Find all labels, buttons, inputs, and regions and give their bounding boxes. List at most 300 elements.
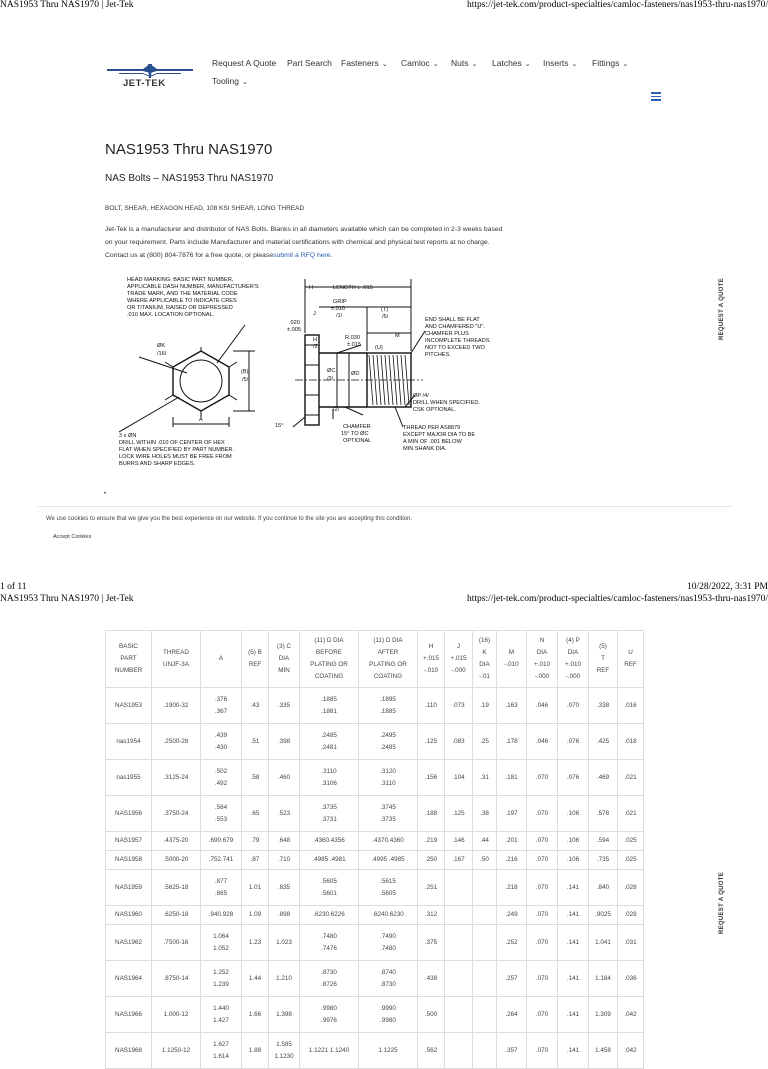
cell-value: .181 — [505, 773, 518, 781]
table-cell — [242, 997, 269, 1033]
table-cell — [269, 925, 300, 961]
svg-text:/3/: /3/ — [327, 376, 334, 382]
cell-value: 1.023 — [276, 938, 292, 946]
spec-table — [105, 630, 644, 1069]
cell-value: 1.440 — [213, 1004, 229, 1012]
svg-text:H: H — [313, 337, 318, 343]
table-header-cell — [527, 631, 558, 688]
table-cell — [558, 851, 589, 870]
chevron-down-icon: ⌄ — [381, 61, 388, 68]
cell-value: .070 — [535, 773, 549, 781]
svg-text:/1/: /1/ — [336, 313, 343, 319]
cell-value: .44 — [480, 837, 489, 844]
cell-value: .076 — [566, 773, 580, 781]
cell-value: nas1954 — [116, 737, 141, 745]
cell-value: 1.66 — [248, 1010, 262, 1018]
cell-value: .9980 — [380, 1016, 396, 1024]
cell-value: .735 — [596, 856, 610, 863]
cell-value: .38 — [480, 809, 489, 817]
cell-value: .553 — [214, 815, 228, 823]
table-cell — [418, 724, 445, 760]
cell-value: .070 — [535, 911, 549, 918]
cell-value: .439 — [214, 731, 228, 739]
svg-text:THREAD PER AS8879: THREAD PER AS8879 — [403, 425, 461, 431]
svg-text:GRIP: GRIP — [333, 299, 347, 305]
cell-value: .4375-20 — [163, 837, 189, 844]
logo-text: JET-TEK — [123, 78, 166, 89]
header-line: H — [428, 643, 434, 650]
cell-value: .046 — [535, 737, 549, 745]
hamburger-icon[interactable] — [651, 92, 661, 103]
table-cell — [201, 796, 242, 832]
header-line: +.010 — [534, 661, 550, 668]
table-header-cell — [106, 631, 152, 688]
cell-value: .141 — [566, 911, 580, 918]
table-cell — [558, 870, 589, 906]
table-cell — [152, 906, 201, 925]
cell-value: .9976 — [321, 1016, 337, 1024]
table-cell — [558, 906, 589, 925]
table-cell — [418, 832, 445, 851]
table-cell — [497, 997, 527, 1033]
table-cell — [473, 870, 497, 906]
table-cell — [527, 796, 558, 832]
svg-text:3 x ØN: 3 x ØN — [119, 433, 137, 439]
table-cell — [201, 851, 242, 870]
table-cell — [618, 1033, 644, 1069]
header-line: REF — [248, 661, 262, 668]
nav-item-inserts[interactable] — [543, 58, 577, 68]
table-cell — [152, 760, 201, 796]
cell-value: .5000-20 — [163, 856, 189, 863]
cell-value: 1.1250-12 — [161, 1046, 191, 1054]
cell-value: .3735 — [380, 815, 396, 823]
cell-value: .898 — [277, 911, 291, 918]
cell-value: 1.210 — [276, 974, 292, 982]
cell-value: .425 — [596, 737, 610, 745]
header-line: BEFORE — [316, 649, 342, 656]
cell-value: .2500-28 — [163, 737, 189, 745]
table-cell — [473, 724, 497, 760]
svg-text:WHERE APPLICABLE TO INDICATE C: WHERE APPLICABLE TO INDICATE CRES — [127, 298, 237, 304]
cell-value: .042 — [624, 1010, 637, 1018]
header-line: PLATING OR — [310, 661, 348, 668]
cell-value: .3106 — [321, 779, 337, 787]
table-cell — [300, 796, 359, 832]
table-cell — [106, 870, 152, 906]
page-subtitle: NAS Bolts – NAS1953 Thru NAS1970 — [105, 173, 274, 184]
svg-text:M: M — [395, 333, 400, 339]
cell-value: .141 — [566, 883, 580, 891]
table-row — [106, 906, 644, 925]
table-cell — [473, 1033, 497, 1069]
cell-value: .106 — [566, 809, 580, 817]
table-cell — [618, 925, 644, 961]
cell-value: 1.064 — [213, 932, 229, 940]
table-cell — [359, 688, 418, 724]
table-cell — [106, 832, 152, 851]
cell-value: 1.585 — [276, 1040, 292, 1048]
cell-value: .31 — [480, 773, 489, 781]
table-cell — [359, 906, 418, 925]
cell-value: .8726 — [321, 980, 337, 988]
cell-value: .2495 — [380, 731, 396, 739]
header-line: -.000 — [534, 673, 550, 680]
table-cell — [300, 851, 359, 870]
cell-value: .4360.4356 — [313, 837, 345, 844]
cell-value: .51 — [250, 737, 260, 745]
svg-text:OPTIONAL: OPTIONAL — [343, 438, 372, 444]
cell-value: .5601 — [321, 889, 337, 897]
table-cell — [473, 760, 497, 796]
table-cell — [359, 796, 418, 832]
svg-text:APPLICABLE DASH NUMBER, MANUFA: APPLICABLE DASH NUMBER, MANUFACTURER'S — [127, 284, 259, 290]
cell-value: .070 — [535, 883, 549, 891]
cell-value: .940.928 — [208, 911, 234, 918]
table-cell — [527, 851, 558, 870]
cell-value: .5605 — [380, 889, 396, 897]
table-cell — [589, 851, 618, 870]
cell-value: .564 — [214, 803, 228, 811]
table-cell — [589, 1033, 618, 1069]
cell-value: nas1955 — [116, 773, 141, 781]
svg-text:±.010: ±.010 — [331, 306, 345, 312]
header-line: DIA — [479, 661, 490, 668]
cell-value: .110 — [425, 701, 437, 709]
cell-value: .835 — [277, 883, 291, 891]
cell-value: .1885 — [380, 707, 396, 715]
table-cell — [269, 870, 300, 906]
svg-text:.020: .020 — [289, 320, 300, 326]
header-line: PART — [120, 655, 137, 662]
nav-item-label: Camloc — [401, 58, 430, 68]
header-line: (5) — [599, 643, 607, 650]
nav-item-tooling[interactable] — [212, 76, 248, 86]
cell-value: .156 — [424, 773, 438, 781]
table-cell — [473, 796, 497, 832]
header-line: -.000 — [565, 673, 581, 680]
cell-value: .6230.6226 — [313, 911, 345, 918]
table-cell — [300, 760, 359, 796]
cell-value: .021 — [624, 809, 637, 817]
cell-value: .25 — [480, 737, 489, 745]
header-line: (5) B — [248, 649, 262, 656]
table-cell — [269, 760, 300, 796]
table-cell — [106, 796, 152, 832]
svg-text:±.015: ±.015 — [347, 342, 361, 348]
table-cell — [242, 870, 269, 906]
table-cell — [618, 961, 644, 997]
nav-item-request-a-quote[interactable] — [212, 58, 276, 68]
cell-value: NAS1953 — [115, 701, 142, 709]
table-cell — [473, 688, 497, 724]
svg-text:/2/: /2/ — [333, 407, 340, 413]
cell-value: .1895 — [380, 695, 396, 703]
table-cell — [497, 870, 527, 906]
table-cell — [269, 688, 300, 724]
nav-item-latches[interactable] — [492, 58, 531, 68]
cell-value: .070 — [535, 809, 549, 817]
cell-value: 1.614 — [213, 1052, 229, 1060]
request-quote-side-tab-label-2: REQUEST A QUOTE — [719, 871, 725, 935]
table-cell — [618, 870, 644, 906]
table-cell — [269, 1033, 300, 1069]
cell-value: .028 — [624, 911, 637, 918]
cell-value: .7480 — [321, 932, 337, 940]
table-cell — [201, 925, 242, 961]
cell-value: .251 — [424, 883, 438, 891]
table-header-cell — [558, 631, 589, 688]
table-cell — [418, 796, 445, 832]
table-cell — [242, 925, 269, 961]
table-header-cell — [473, 631, 497, 688]
svg-text:15°: 15° — [275, 423, 284, 429]
table-cell — [152, 851, 201, 870]
bullet-marker: • — [104, 491, 107, 497]
chevron-down-icon: ⌄ — [622, 61, 629, 68]
svg-text:H: H — [309, 285, 314, 291]
header-line: -.010 — [504, 661, 519, 668]
request-quote-side-tab-label: REQUEST A QUOTE — [719, 277, 725, 341]
table-row — [106, 961, 644, 997]
cell-value: .257 — [505, 974, 518, 982]
intro-text: Jet-Tek is a manufacturer and distributor of NAS Bolts. Blanks in all diameters available which can be completed in 2-3 weeks based on your requirement. Parts include Manufacturer and material certifications with chemical and physical test reports at no charge. Contact us at (800) 804-7876 for a free quote, or please — [105, 226, 503, 259]
table-cell — [473, 961, 497, 997]
rfq-link[interactable]: submit a RFQ here — [273, 252, 331, 259]
table-header-cell — [497, 631, 527, 688]
hex-inner-circle — [180, 360, 222, 402]
table-cell — [152, 1033, 201, 1069]
request-quote-side-tab-2[interactable] — [716, 868, 728, 938]
cell-value: .178 — [505, 737, 518, 745]
table-cell — [201, 1033, 242, 1069]
cell-value: .3120 — [380, 767, 396, 775]
table-cell — [152, 724, 201, 760]
table-header-cell — [445, 631, 473, 688]
table-cell — [558, 1033, 589, 1069]
svg-text:A MIN OF .001 BELOW: A MIN OF .001 BELOW — [403, 439, 462, 445]
chevron-down-icon: ⌄ — [524, 61, 531, 68]
table-cell — [152, 961, 201, 997]
cell-value: .376 — [214, 695, 228, 703]
table-cell — [445, 925, 473, 961]
table-cell — [445, 1033, 473, 1069]
cell-value: 1.309 — [595, 1010, 611, 1018]
table-cell — [618, 997, 644, 1033]
cell-value: .167 — [452, 856, 465, 863]
table-cell — [300, 961, 359, 997]
table-cell — [497, 796, 527, 832]
cell-value: .338 — [596, 701, 610, 709]
cell-value: 1.44 — [248, 974, 262, 982]
table-cell — [152, 688, 201, 724]
table-cell — [589, 688, 618, 724]
cell-value: .492 — [214, 779, 228, 787]
table-cell — [242, 1033, 269, 1069]
cell-value: 1.398 — [276, 1010, 292, 1018]
cell-value: NAS1960 — [115, 911, 142, 918]
table-cell — [269, 796, 300, 832]
table-cell — [527, 760, 558, 796]
table-cell — [527, 1033, 558, 1069]
cell-value: NAS1964 — [115, 974, 142, 982]
cell-value: NAS1968 — [115, 1046, 142, 1054]
cell-value: .3745 — [380, 803, 396, 811]
header-line: J — [456, 643, 461, 650]
table-cell — [445, 724, 473, 760]
cell-value: NAS1958 — [115, 856, 142, 863]
cell-value: .036 — [624, 974, 637, 982]
header-line: (3) C — [277, 643, 291, 650]
cell-value: 1.1225 — [378, 1046, 398, 1054]
table-cell — [527, 961, 558, 997]
page-title: NAS1953 Thru NAS1970 — [105, 141, 273, 158]
jet-tek-logo[interactable] — [105, 62, 195, 92]
table-cell — [300, 832, 359, 851]
table-cell — [300, 925, 359, 961]
nav-item-nuts[interactable] — [451, 58, 477, 68]
cell-value: .460 — [277, 773, 291, 781]
table-cell — [418, 906, 445, 925]
nav-item-label: Part Search — [287, 58, 332, 68]
cell-value: .219 — [424, 837, 438, 844]
table-header-cell — [359, 631, 418, 688]
table-cell — [106, 906, 152, 925]
cell-value: .104 — [452, 773, 465, 781]
table-cell — [106, 760, 152, 796]
cell-value: .367 — [214, 707, 228, 715]
table-cell — [201, 997, 242, 1033]
cell-value: 1.1221 1.1240 — [308, 1046, 350, 1054]
spec-description: BOLT, SHEAR, HEXAGON HEAD, 108 KSI SHEAR, LONG THREAD — [105, 205, 305, 212]
table-cell — [152, 796, 201, 832]
diagram-head-marking-1: HEAD MARKING: BASIC PART NUMBER, — [127, 277, 234, 283]
intro-end: . — [330, 252, 333, 259]
table-cell — [589, 870, 618, 906]
cell-value: 1.041 — [595, 938, 611, 946]
nav-item-fasteners[interactable] — [341, 58, 388, 68]
svg-text:INCOMPLETE THREADS: INCOMPLETE THREADS — [425, 338, 490, 344]
table-cell — [359, 1033, 418, 1069]
table-cell — [497, 688, 527, 724]
table-header-row — [106, 631, 644, 688]
svg-text:ØC: ØC — [327, 368, 336, 374]
table-cell — [418, 925, 445, 961]
request-quote-side-tab[interactable] — [716, 274, 728, 344]
cell-value: .357 — [505, 1046, 518, 1054]
table-row — [106, 851, 644, 870]
bolt-drawing — [105, 267, 505, 482]
cell-value: NAS1959 — [115, 883, 142, 891]
table-cell — [300, 870, 359, 906]
table-cell — [269, 851, 300, 870]
cell-value: .648 — [277, 837, 291, 844]
cell-value: .50 — [480, 856, 489, 863]
table-cell — [445, 851, 473, 870]
table-cell — [527, 925, 558, 961]
table-cell — [497, 925, 527, 961]
cell-value: .046 — [535, 701, 549, 709]
cell-value: .3750-24 — [163, 809, 189, 817]
table-cell — [473, 851, 497, 870]
accept-cookies-button[interactable]: Accept Cookies — [53, 534, 92, 540]
svg-text:AND CHAMFERED "U".: AND CHAMFERED "U". — [425, 324, 485, 330]
header-line: T — [601, 655, 605, 662]
cell-value: .438 — [424, 974, 438, 982]
cell-value: 1.01 — [248, 883, 262, 891]
nav-item-label: Fasteners — [341, 58, 379, 68]
cell-value: .025 — [624, 837, 637, 844]
table-cell — [106, 724, 152, 760]
table-cell — [618, 724, 644, 760]
table-cell — [589, 961, 618, 997]
nav-item-fittings[interactable] — [592, 58, 628, 68]
svg-text:BURRS AND SHARP EDGES.: BURRS AND SHARP EDGES. — [119, 461, 196, 467]
table-cell — [359, 832, 418, 851]
cell-value: .6250-18 — [163, 911, 189, 918]
cookie-divider — [38, 506, 732, 507]
cell-value: 1.1230 — [274, 1052, 294, 1060]
table-cell — [418, 961, 445, 997]
table-cell — [527, 906, 558, 925]
nav-item-part-search[interactable] — [287, 58, 332, 68]
cell-value: .016 — [624, 701, 637, 709]
cell-value: .710 — [277, 856, 291, 863]
nav-item-camloc[interactable] — [401, 58, 439, 68]
cell-value: .578 — [596, 809, 610, 817]
table-header-cell — [300, 631, 359, 688]
cell-value: .312 — [424, 911, 438, 918]
cell-value: .146 — [452, 837, 465, 844]
svg-text:FLAT WHEN SPECIFIED BY PART NU: FLAT WHEN SPECIFIED BY PART NUMBER. — [119, 447, 235, 453]
table-cell — [473, 997, 497, 1033]
table-cell — [359, 851, 418, 870]
cell-value: .218 — [505, 883, 518, 891]
table-cell — [418, 870, 445, 906]
table-cell — [527, 688, 558, 724]
table-cell — [269, 961, 300, 997]
header-line: AFTER — [377, 649, 399, 656]
table-cell — [418, 688, 445, 724]
table-header-cell — [618, 631, 644, 688]
table-cell — [558, 961, 589, 997]
header-line: COATING — [314, 673, 344, 680]
cell-value: .594 — [596, 837, 610, 844]
table-cell — [106, 997, 152, 1033]
cell-value: .335 — [277, 701, 291, 709]
cell-value: 1.184 — [595, 974, 611, 982]
table-cell — [589, 796, 618, 832]
table-cell — [589, 832, 618, 851]
table-cell — [106, 851, 152, 870]
svg-text:ØP /4/: ØP /4/ — [413, 393, 429, 399]
table-cell — [418, 1033, 445, 1069]
nav-item-label: Inserts — [543, 58, 569, 68]
cell-value: .8750-14 — [163, 974, 189, 982]
table-cell — [359, 870, 418, 906]
table-row — [106, 997, 644, 1033]
nav-item-label: Fittings — [592, 58, 620, 68]
cell-value: .9025 — [595, 911, 611, 918]
svg-text:CHAMFER PLUS: CHAMFER PLUS — [425, 331, 469, 337]
cell-value: .1881 — [321, 707, 337, 715]
svg-text:PITCHES.: PITCHES. — [425, 352, 451, 358]
svg-text:A: A — [199, 417, 203, 423]
table-cell — [445, 870, 473, 906]
table-cell — [418, 851, 445, 870]
table-cell — [152, 870, 201, 906]
table-cell — [473, 925, 497, 961]
